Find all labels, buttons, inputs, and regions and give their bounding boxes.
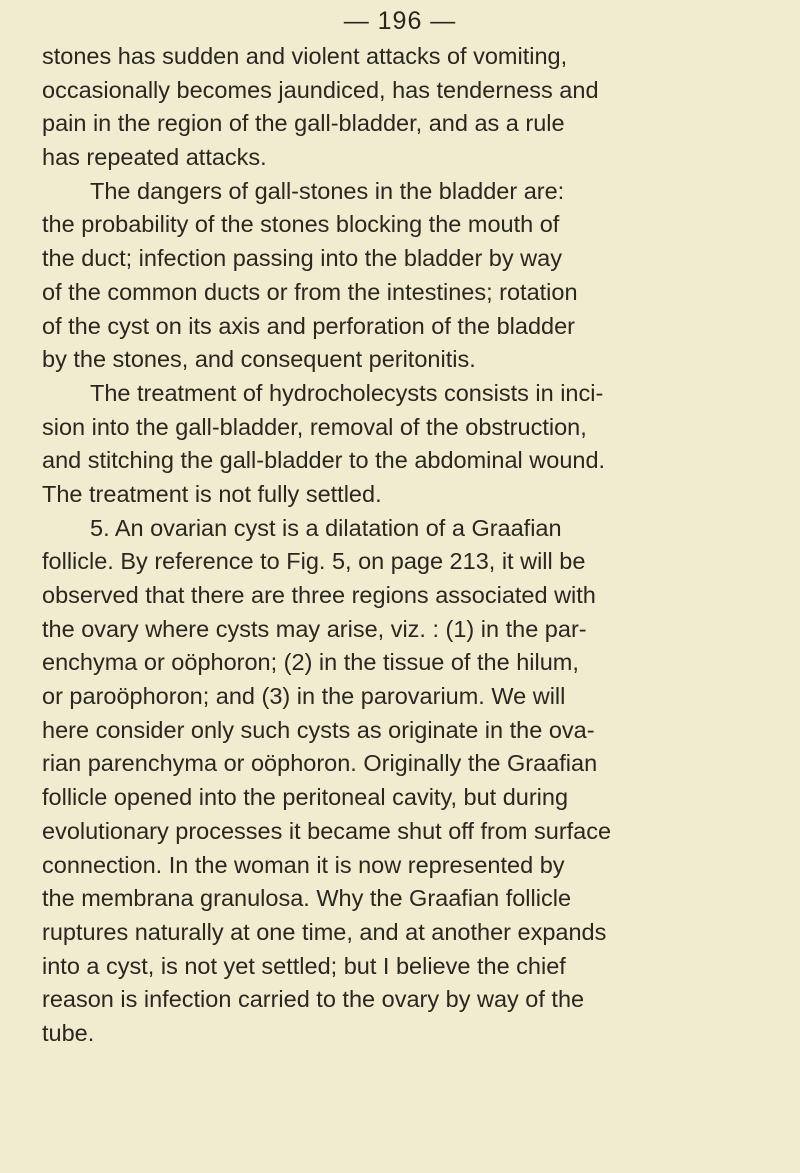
text-line: observed that there are three regions associated with — [42, 582, 596, 608]
text-line: The dangers of gall-stones in the bladder are: — [90, 177, 565, 204]
text-line: the ovary where cysts may arise, viz. : (1) in the par- — [42, 615, 587, 642]
text-line: connection. In the woman it is now represented by — [42, 851, 565, 878]
text-line: ruptures naturally at one time, and at another expands — [42, 918, 607, 945]
text-line: here consider only such cysts as originate in the ova- — [42, 716, 595, 743]
text-line: has repeated attacks. — [42, 144, 267, 171]
text-line: into a cyst, is not yet settled; but I believe the chief — [42, 952, 566, 979]
text-line: 5. An ovarian cyst is a dilatation of a Graafian — [90, 514, 562, 541]
text-line: the duct; infection passing into the bladder by way — [42, 245, 562, 272]
text-line: the probability of the stones blocking the mouth of — [42, 211, 560, 238]
text-line: reason is infection carried to the ovary by way of the — [42, 986, 585, 1013]
text-line: The treatment is not fully settled. — [42, 480, 382, 507]
body-text — [42, 40, 762, 1051]
text-line: pain in the region of the gall-bladder, and as a rule — [42, 110, 565, 137]
page-number: — 196 — — [343, 7, 457, 35]
text-line: of the cyst on its axis and perforation of the bladder — [42, 312, 575, 339]
text-line: occasionally becomes jaundiced, has tenderness and — [42, 76, 599, 103]
text-line: the membrana granulosa. Why the Graafian follicle — [42, 885, 572, 912]
text-line: sion into the gall-bladder, removal of the obstruction, — [42, 413, 587, 440]
text-line: follicle. By reference to Fig. 5, on page 213, it will be — [42, 548, 586, 575]
text-line: tube. — [42, 1019, 95, 1046]
text-line: evolutionary processes it became shut off from surface — [42, 817, 612, 844]
text-line: stones has sudden and violent attacks of vomiting, — [42, 43, 568, 69]
text-line: follicle opened into the peritoneal cavity, but during — [42, 784, 569, 811]
text-line: by the stones, and consequent peritonitis. — [42, 346, 476, 373]
text-line: The treatment of hydrocholecysts consists in inci- — [90, 379, 604, 406]
text-line: and stitching the gall-bladder to the abdominal wound. — [42, 447, 606, 474]
text-line: enchyma or oöphoron; (2) in the tissue of the hilum, — [42, 649, 579, 676]
text-line: rian parenchyma or oöphoron. Originally the Graafian — [42, 750, 598, 777]
text-line: of the common ducts or from the intestines; rotation — [42, 278, 578, 305]
text-line: or paroöphoron; and (3) in the parovarium. We will — [42, 683, 566, 710]
